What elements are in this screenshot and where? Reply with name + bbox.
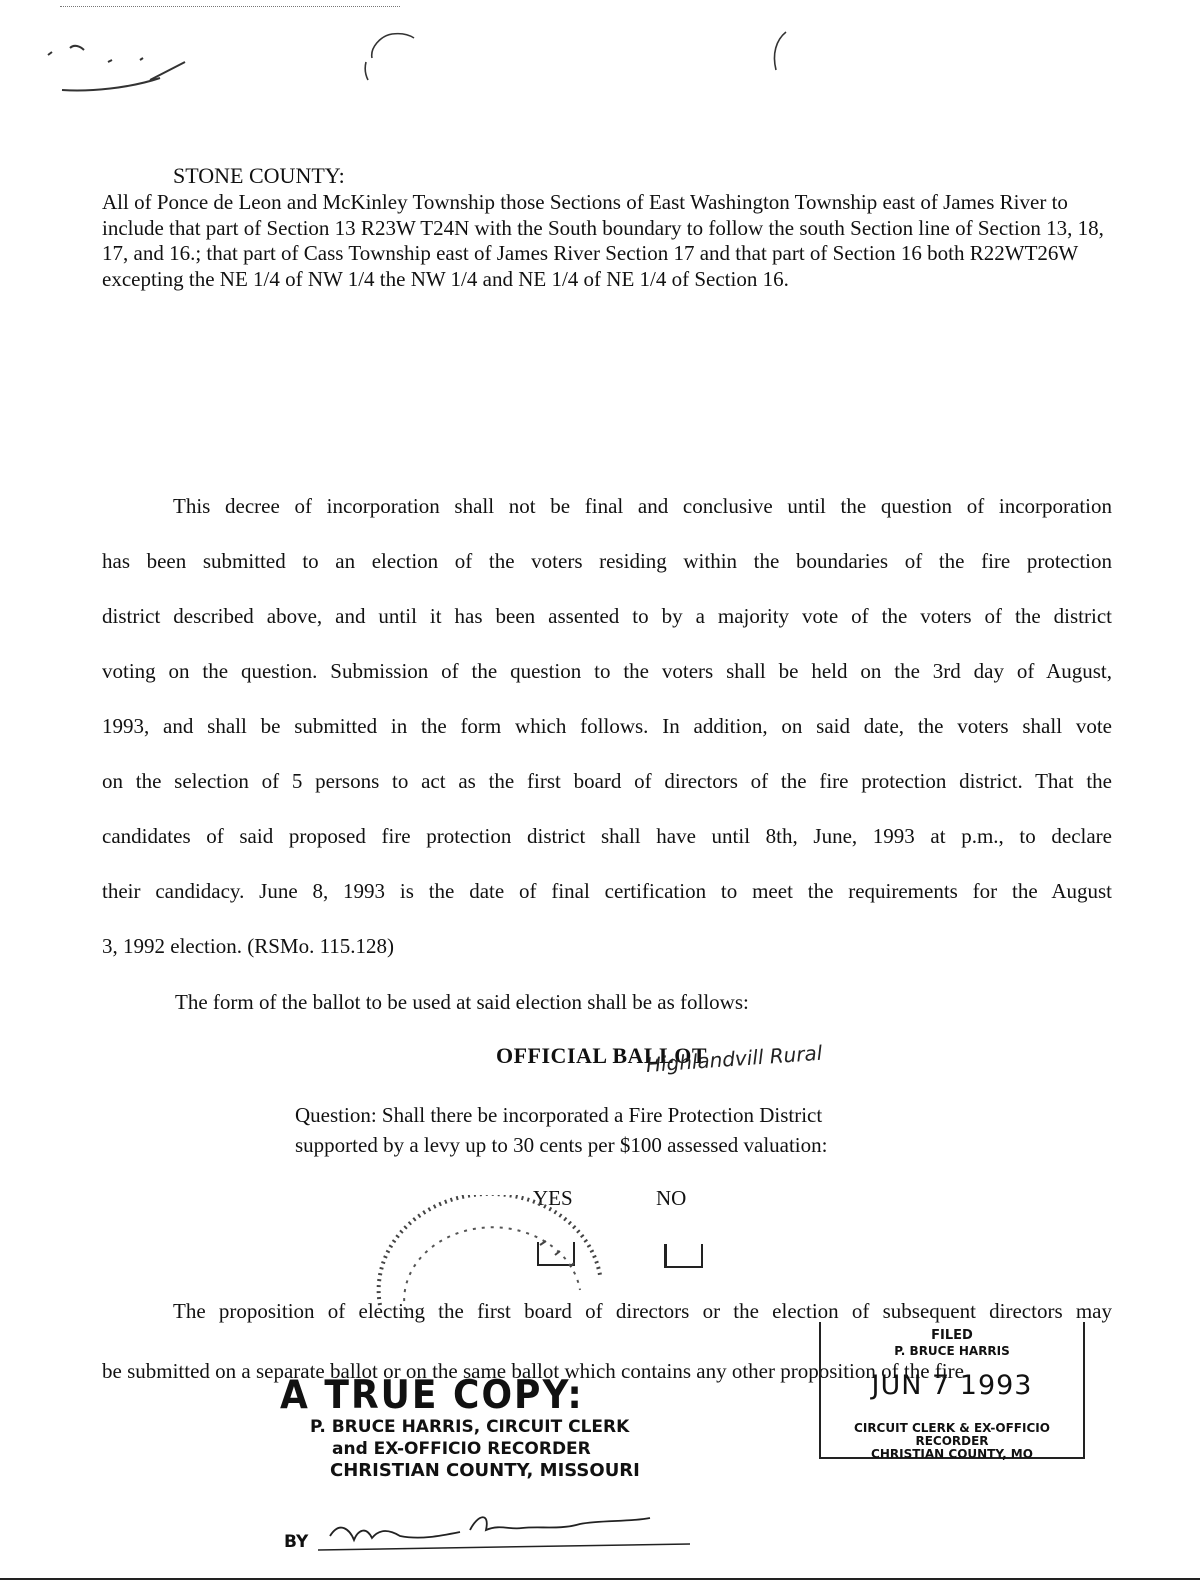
filed-office — [821, 1422, 1083, 1461]
ballot-question — [295, 1100, 827, 1160]
decree-line: their candidacy. June 8, 1993 is the date of final certification to meet the requirements for the August — [102, 879, 1112, 903]
decree-line: candidates of said proposed fire protection district shall have until 8th, June, 1993 at p.m., to declare — [102, 824, 1112, 848]
filed-stamp — [819, 1322, 1085, 1459]
attest-office: and EX-OFFICIO RECORDER — [332, 1439, 591, 1459]
ballot-title: OFFICIAL BALLOT — [496, 1043, 708, 1068]
attest-stamp — [280, 1372, 700, 1482]
filed-clerk: P. BRUCE HARRIS — [894, 1344, 1010, 1358]
no-label: NO — [656, 1186, 687, 1210]
attest-clerk: P. BRUCE HARRIS, CIRCUIT CLERK — [310, 1417, 630, 1437]
question-line: supported by a levy up to 30 cents per $100 assessed valuation: — [295, 1133, 828, 1157]
decree-line: has been submitted to an election of the voters residing within the boundaries of the fire protection — [102, 549, 1112, 573]
handwritten-signature — [310, 1500, 700, 1560]
county-heading: STONE COUNTY: — [173, 163, 345, 188]
attest-county: CHRISTIAN COUNTY, MISSOURI — [330, 1460, 640, 1481]
filed-office-line: CIRCUIT CLERK & EX-OFFICIO RECORDER — [854, 1421, 1050, 1448]
bottom-rule — [0, 1578, 1200, 1580]
attest-title: A TRUE COPY: — [280, 1372, 584, 1419]
attest-by-label: BY — [284, 1532, 309, 1552]
no-checkbox — [664, 1244, 703, 1268]
decree-paragraph — [102, 488, 1112, 983]
decree-line: district described above, and until it has been assented to by a majority vote of the voters of the district — [102, 604, 1112, 628]
yes-label: YES — [533, 1186, 573, 1210]
proposition-line: The proposition of electing the first board of directors or the election of subsequent directors may — [173, 1299, 1112, 1323]
county-description: All of Ponce de Leon and McKinley Township those Sections of East Washington Township east of James River to include that part of Section 13 R23W T24N with the South boundary to follow the south Section line of Section 13, 18, 17, and 16.; that part of Cass Township east of James River Section 17 and that part of Section 16 both R22WT26W excepting the NE 1/4 of NW 1/4 the NW 1/4 and NE 1/4 of NE 1/4 of Section 16. — [102, 190, 1104, 291]
decree-line: This decree of incorporation shall not be final and conclusive until the question of incorporation — [173, 494, 1112, 518]
question-line: Question: Shall there be incorporated a Fire Protection District — [295, 1103, 823, 1127]
decree-line: on the selection of 5 persons to act as the first board of directors of the fire protection district. That the — [102, 769, 1112, 793]
handwritten-insert: Highlandvill Rural — [645, 1040, 824, 1077]
decree-line: 3, 1992 election. (RSMo. 115.128) — [102, 934, 395, 958]
decree-line: voting on the question. Submission of the question to the voters shall be held on the 3rd day of August, — [102, 659, 1112, 683]
decree-line: 1993, and shall be submitted in the form which follows. In addition, on said date, the voters shall vote — [102, 714, 1112, 738]
filed-office-line: CHRISTIAN COUNTY, MO — [871, 1447, 1033, 1461]
margin-scribbles — [0, 0, 1200, 130]
ballot-intro: The form of the ballot to be used at said election shall be as follows: — [175, 990, 749, 1014]
filed-date: JUN 7 1993 — [871, 1370, 1033, 1401]
proposition-line: be submitted on a separate ballot or on the same ballot which contains any other proposition of the fire — [102, 1359, 964, 1383]
filed-label: FILED — [931, 1328, 973, 1343]
